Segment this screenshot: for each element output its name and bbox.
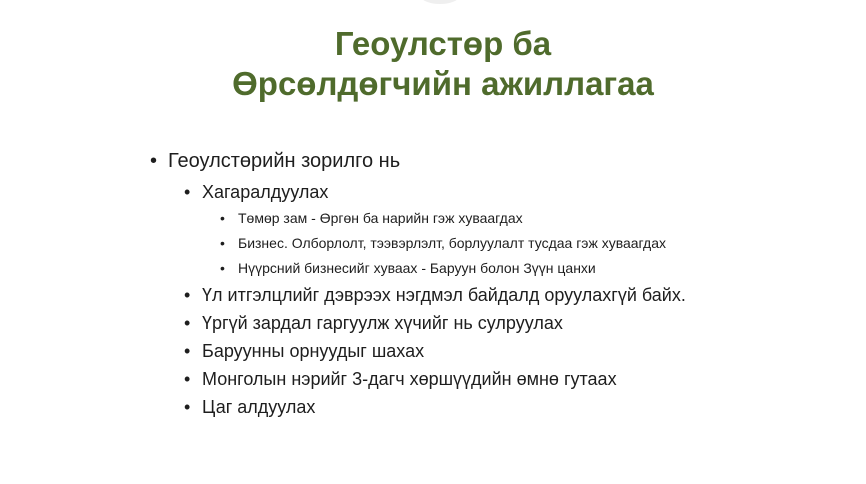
bullet-level2 [184,283,850,307]
bullet-text: Монголын нэрийг 3-дагч хөршүүдийн өмнө гутаах [202,369,617,389]
bullet-marker: • [220,235,225,251]
bullet-level2 [184,180,850,204]
bullet-text: Үл итгэлцлийг дэврээх нэгдмэл байдалд оруулахгүй байх. [202,285,686,305]
title-line-1: Геоулстөр ба [334,25,552,62]
bullet-level3 [220,208,850,228]
decorative-shape [420,0,460,4]
bullet-text: Нүүрсний бизнесийг хуваах - Баруун болон Зүүн цанхи [238,260,596,276]
slide-title [0,24,866,104]
bullet-marker: • [150,150,158,172]
bullet-marker: • [184,182,191,202]
bullet-level3 [220,233,850,253]
bullet-marker: • [184,369,191,389]
bullet-level2 [184,395,850,419]
title-line-2: Өрсөлдөгчийн ажиллагаа [232,65,654,102]
bullet-text: Төмөр зам - Өргөн ба нарийн гэж хуваагдах [238,210,523,226]
bullet-marker: • [220,260,225,276]
bullet-text: Хагаралдуулах [202,182,329,202]
bullet-marker: • [184,397,191,417]
bullet-level3 [220,258,850,278]
bullet-level2 [184,339,850,363]
bullet-level1 [150,148,850,174]
bullet-marker: • [184,313,191,333]
bullet-text: Үргүй зардал гаргуулж хүчийг нь сулруулах [202,313,563,333]
bullet-marker: • [184,341,191,361]
bullet-text: Баруунны орнуудыг шахах [202,341,425,361]
bullet-text: Бизнес. Олборлолт, тээвэрлэлт, борлуулалт тусдаа гэж хуваагдах [238,235,666,251]
bullet-marker: • [220,210,225,226]
bullet-level2 [184,367,850,391]
bullet-list [150,148,850,423]
bullet-text: Цаг алдуулах [202,397,316,417]
bullet-text: Геоулстөрийн зорилго нь [168,150,401,172]
bullet-marker: • [184,285,191,305]
bullet-level2 [184,311,850,335]
